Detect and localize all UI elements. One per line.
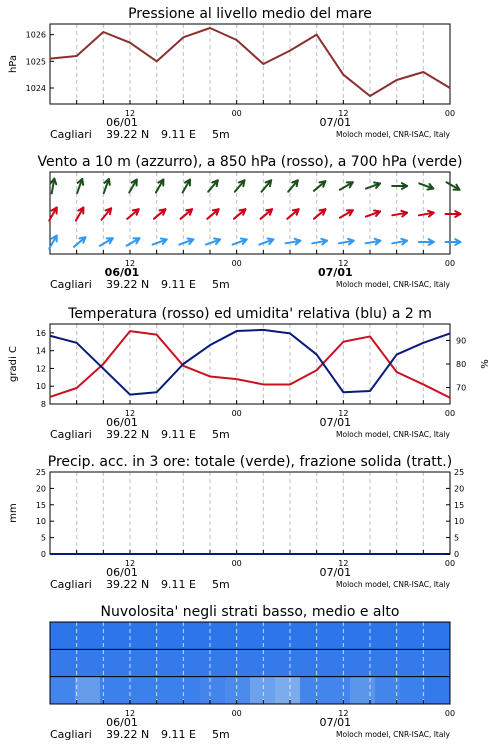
wind-arrow-row-1 <box>446 211 461 217</box>
wind-arrow-row-2 <box>312 239 327 245</box>
precip-ytick-label: 0 <box>40 550 46 559</box>
wind-arrow-row-1 <box>181 209 192 219</box>
wind-arrow-row-0 <box>314 181 325 191</box>
pressure-ytick-label: 1026 <box>25 30 46 40</box>
cloud-location-lat: 39.22 N <box>106 728 150 741</box>
pressure-credit: Moloch model, CNR-ISAC, Italy <box>336 130 450 139</box>
cloud-cell-alto <box>300 622 326 649</box>
cloud-cell-alto <box>200 622 226 649</box>
pressure-ytick-label: 1025 <box>25 57 46 67</box>
wind-hour-label: 12 <box>338 259 349 268</box>
precip-location-lat: 39.22 N <box>106 578 150 591</box>
precip-ytick-label-right: 20 <box>454 484 465 494</box>
wind-arrow-row-0 <box>104 179 110 193</box>
precip-location-lon: 9.11 E <box>161 578 196 591</box>
pressure-ylabel: hPa <box>8 54 19 74</box>
precip-hour-label: 00 <box>444 559 456 568</box>
wind-date-label: 06/01 <box>104 266 140 279</box>
temp_rh-ytick-label: 8 <box>40 400 46 409</box>
cloud-cell-basso <box>50 677 76 704</box>
cloud-cell-alto <box>400 622 426 649</box>
wind-arrow-row-1 <box>366 211 380 217</box>
cloud-cell-medio <box>75 649 101 676</box>
temp_rh-ytick-label: 12 <box>35 364 46 374</box>
cloud-location-lon: 9.11 E <box>161 728 196 741</box>
cloud-cell-alto <box>225 622 251 649</box>
cloud-cell-basso <box>125 677 151 704</box>
temp_rh-hour-label: 12 <box>338 409 349 418</box>
wind-arrow-row-1 <box>340 210 353 218</box>
precip-ytick-label-right: 0 <box>454 550 460 559</box>
precip-ytick-label-right: 5 <box>454 533 460 543</box>
pressure-hour-label: 00 <box>444 109 456 118</box>
wind-arrow-row-2 <box>286 239 301 245</box>
temp_rh-ytick-label-right: 70 <box>456 383 467 393</box>
temp_rh-hour-label: 12 <box>124 409 136 418</box>
pressure-location-name: Cagliari <box>50 128 92 141</box>
wind-arrow-row-2 <box>74 237 85 247</box>
wind-title: Vento a 10 m (azzurro), a 850 hPa (rosso), a 700 hPa (verde) <box>37 154 463 170</box>
cloud-date-label: 07/01 <box>319 716 352 729</box>
cloud-cell-alto <box>125 622 151 649</box>
precip-hour-label: 12 <box>124 559 136 568</box>
cloud-cell-alto <box>325 622 351 649</box>
cloud-credit: Moloch model, CNR-ISAC, Italy <box>336 730 450 739</box>
cloud-title: Nuvolosita' negli strati basso, medio e alto <box>100 604 400 620</box>
cloud-cell-basso <box>75 677 101 704</box>
temp_rh-location-elev: 5m <box>212 428 230 441</box>
cloud-hour-label: 12 <box>124 709 136 718</box>
temp_rh-date-label: 06/01 <box>106 416 138 429</box>
precip-ytick-label-right: 10 <box>454 517 465 527</box>
wind-arrow-row-0 <box>419 183 433 189</box>
wind-arrow-row-2 <box>233 239 247 245</box>
temp_rh-date-label: 07/01 <box>319 416 352 429</box>
pressure-title: Pressione al livello medio del mare <box>128 6 372 22</box>
precip-ytick-label: 10 <box>35 517 46 527</box>
cloud-cell-medio <box>400 649 426 676</box>
wind-hour-label: 12 <box>124 259 136 268</box>
wind-location-name: Cagliari <box>50 278 92 291</box>
cloud-cell-basso <box>225 677 251 704</box>
temp_rh-hour-label: 00 <box>231 409 242 418</box>
temp_rh-ytick-label: 14 <box>35 346 46 356</box>
cloud-date-label: 06/01 <box>106 716 138 729</box>
wind-arrow-row-0 <box>340 182 353 190</box>
cloud-cell-medio <box>175 649 201 676</box>
wind-arrow-row-2 <box>259 239 273 245</box>
precip-location-name: Cagliari <box>50 578 92 591</box>
temp_rh-location-lon: 9.11 E <box>161 428 196 441</box>
pressure-ytick-label: 1024 <box>25 84 46 93</box>
pressure-hour-label: 12 <box>338 109 349 118</box>
cloud-cell-medio <box>200 649 226 676</box>
precip-location-elev: 5m <box>212 578 230 591</box>
cloud-cell-alto <box>275 622 301 649</box>
cloud-cell-basso <box>350 677 376 704</box>
precip-date-label: 06/01 <box>106 566 138 579</box>
cloud-hour-label: 12 <box>338 709 349 718</box>
cloud-cell-alto <box>75 622 101 649</box>
precip-date-label: 07/01 <box>319 566 352 579</box>
wind-arrow-row-1 <box>207 209 218 219</box>
cloud-cell-alto <box>425 622 451 649</box>
pressure-series-line <box>50 28 450 96</box>
cloud-cell-medio <box>250 649 276 676</box>
precip-ytick-label-right: 25 <box>454 468 465 477</box>
wind-arrow-row-0 <box>366 183 380 189</box>
precip-frame <box>50 472 450 554</box>
wind-hour-label: 00 <box>444 259 456 268</box>
precip-ytick-label: 15 <box>35 500 46 510</box>
cloud-cell-basso <box>400 677 426 704</box>
wind-arrow-row-1 <box>154 209 165 219</box>
cloud-cell-medio <box>50 649 76 676</box>
pressure-location-lon: 9.11 E <box>161 128 196 141</box>
wind-arrow-row-1 <box>419 211 434 217</box>
cloud-cell-alto <box>250 622 276 649</box>
wind-arrow-row-2 <box>153 239 167 245</box>
cloud-cell-medio <box>350 649 376 676</box>
precip-ytick-label: 5 <box>40 533 46 543</box>
wind-arrow-row-0 <box>51 179 57 194</box>
wind-location-lon: 9.11 E <box>161 278 196 291</box>
wind-arrow-row-2 <box>366 239 381 245</box>
precip-ytick-label-right: 15 <box>454 500 465 510</box>
cloud-cell-medio <box>125 649 151 676</box>
precip-title: Precip. acc. in 3 ore: totale (verde), frazione solida (tratt.) <box>47 454 453 470</box>
wind-arrow-row-1 <box>234 209 245 219</box>
cloud-cell-alto <box>50 622 76 649</box>
cloud-cell-basso <box>325 677 351 704</box>
cloud-cell-medio <box>325 649 351 676</box>
wind-arrow-row-0 <box>447 182 460 190</box>
temp_rh-series-line <box>50 330 450 395</box>
pressure-frame <box>50 24 450 104</box>
temp_rh-ylabel: gradi C <box>8 346 19 382</box>
temp_rh-ytick-label-right: 90 <box>456 336 467 346</box>
cloud-cell-basso <box>150 677 176 704</box>
wind-arrow-row-1 <box>287 209 298 219</box>
wind-arrow-row-2 <box>446 239 461 245</box>
temp_rh-credit: Moloch model, CNR-ISAC, Italy <box>336 430 450 439</box>
temp_rh-ytick-label: 10 <box>35 382 46 392</box>
cloud-cell-medio <box>150 649 176 676</box>
temp_rh-ylabel-right: % <box>480 359 491 369</box>
cloud-cell-basso <box>425 677 451 704</box>
wind-arrow-row-2 <box>179 239 193 245</box>
pressure-location-elev: 5m <box>212 128 230 141</box>
pressure-hour-label: 12 <box>124 109 136 118</box>
cloud-hour-label: 00 <box>444 709 456 718</box>
cloud-cell-basso <box>200 677 226 704</box>
temp_rh-location-name: Cagliari <box>50 428 92 441</box>
temp_rh-location-lat: 39.22 N <box>106 428 150 441</box>
wind-arrow-row-1 <box>314 209 325 219</box>
wind-arrow-row-1 <box>261 209 272 219</box>
wind-date-label: 07/01 <box>318 266 353 279</box>
temp_rh-title: Temperatura (rosso) ed umidita' relativa (blu) a 2 m <box>68 306 432 322</box>
cloud-cell-medio <box>225 649 251 676</box>
cloud-location-elev: 5m <box>212 728 230 741</box>
cloud-cell-basso <box>275 677 301 704</box>
pressure-date-label: 07/01 <box>319 116 352 129</box>
cloud-cell-basso <box>300 677 326 704</box>
precip-hour-label: 00 <box>231 559 242 568</box>
cloud-cell-alto <box>150 622 176 649</box>
pressure-location-lat: 39.22 N <box>106 128 150 141</box>
wind-location-elev: 5m <box>212 278 230 291</box>
cloud-cell-medio <box>425 649 451 676</box>
precip-credit: Moloch model, CNR-ISAC, Italy <box>336 580 450 589</box>
cloud-hour-label: 00 <box>231 709 242 718</box>
temp_rh-ytick-label: 16 <box>35 328 46 338</box>
wind-arrow-row-0 <box>77 179 83 193</box>
temp_rh-hour-label: 00 <box>444 409 456 418</box>
cloud-cell-basso <box>175 677 201 704</box>
cloud-cell-alto <box>350 622 376 649</box>
precip-ytick-label: 20 <box>35 484 46 494</box>
precip-ylabel: mm <box>8 503 19 523</box>
wind-arrow-row-2 <box>339 239 354 245</box>
wind-arrow-row-1 <box>127 209 138 219</box>
wind-arrow-row-2 <box>100 238 113 246</box>
pressure-hour-label: 00 <box>231 109 242 118</box>
cloud-cell-alto <box>175 622 201 649</box>
cloud-location-name: Cagliari <box>50 728 92 741</box>
cloud-cell-medio <box>300 649 326 676</box>
temp_rh-ytick-label-right: 80 <box>456 360 467 369</box>
wind-arrow-row-2 <box>392 239 407 245</box>
wind-arrow-row-1 <box>392 211 407 217</box>
wind-arrow-row-2 <box>206 239 220 245</box>
cloud-cell-medio <box>275 649 301 676</box>
wind-arrow-row-2 <box>127 238 140 246</box>
wind-arrow-row-2 <box>419 239 434 245</box>
cloud-cell-basso <box>250 677 276 704</box>
precip-hour-label: 12 <box>338 559 349 568</box>
precip-ytick-label: 25 <box>35 468 46 477</box>
wind-hour-label: 00 <box>231 259 242 268</box>
wind-location-lat: 39.22 N <box>106 278 150 291</box>
pressure-date-label: 06/01 <box>106 116 138 129</box>
wind-arrow-row-0 <box>392 183 407 189</box>
wind-credit: Moloch model, CNR-ISAC, Italy <box>336 280 450 289</box>
